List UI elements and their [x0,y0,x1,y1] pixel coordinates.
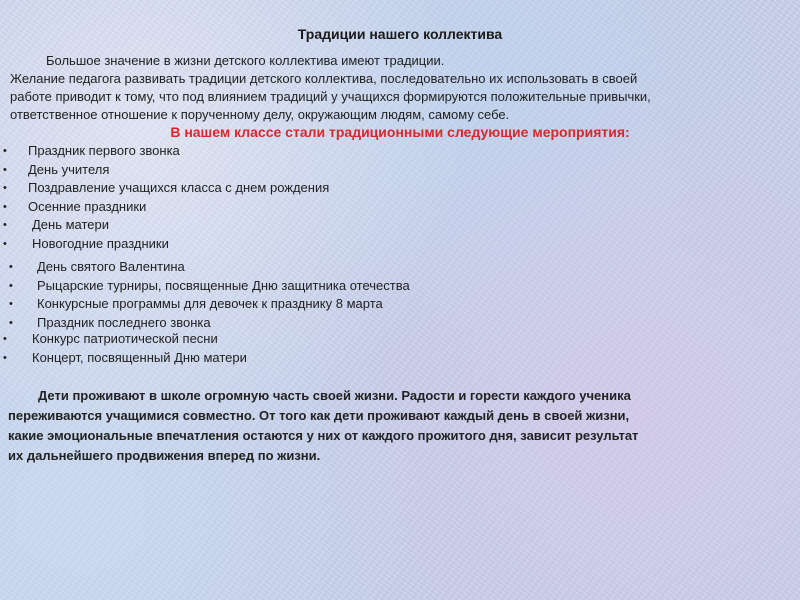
closing-line: переживаются учащимися совместно. От того как дети проживают каждый день в своей жизни, [8,408,630,423]
bullet-icon: • [3,219,7,231]
list-item-text: Поздравление учащихся класса с днем рождения [28,180,330,195]
intro-line: Желание педагога развивать традиции детского коллектива, последовательно их использовать в своей [10,71,638,86]
closing-line: какие эмоциональные впечатления остаются у них от каждого прожитого дня, зависит результат [8,428,639,443]
list-item-text: День матери [32,217,110,232]
bullet-icon: • [3,351,7,364]
intro-paragraph [10,52,651,124]
events-heading: В нашем классе стали традиционными следующие мероприятия: [170,124,630,140]
bullet-icon: • [9,298,13,310]
page-title: Традиции нашего коллектива [297,26,503,42]
closing-paragraph [8,386,638,466]
intro-line: Большое значение в жизни детского коллектива имеют традиции. [46,53,445,68]
list-item-text: Конкурс патриотической песни [32,331,218,346]
list-item-text: День учителя [28,161,110,177]
bullet-icon: • [3,200,7,213]
bullet-icon: • [9,316,13,329]
list-item-text: День святого Валентина [37,259,185,274]
list-item-text: Праздник первого звонка [28,143,180,158]
bullet-icon: • [3,182,7,194]
closing-line: их дальнейшего продвижения вперед по жизни. [8,448,321,463]
intro-line: ответственное отношение к порученному делу, окружающим людям, самому себе. [10,107,510,122]
intro-line: работе приводит к тому, что под влиянием традиций у учащихся формируются положительные привычки, [10,89,651,104]
bullet-icon: • [3,163,7,176]
bullet-icon: • [9,279,13,292]
list-item-text: Праздник последнего звонка [37,314,211,330]
bullet-icon: • [3,237,7,250]
list-item-text: Осенние праздники [28,198,147,214]
list-item-text: Новогодние праздники [32,235,169,251]
closing-line: Дети проживают в школе огромную часть своей жизни. Радости и горести каждого ученика [38,388,631,403]
list-item-text: Рыцарские турниры, посвященные Дню защитника отечества [37,277,410,293]
bullet-icon: • [3,333,7,345]
list-item-text: Концерт, посвященный Дню матери [32,349,247,365]
list-item-text: Конкурсные программы для девочек к празднику 8 марта [37,296,383,311]
bullet-icon: • [3,145,7,157]
bullet-icon: • [9,261,13,273]
